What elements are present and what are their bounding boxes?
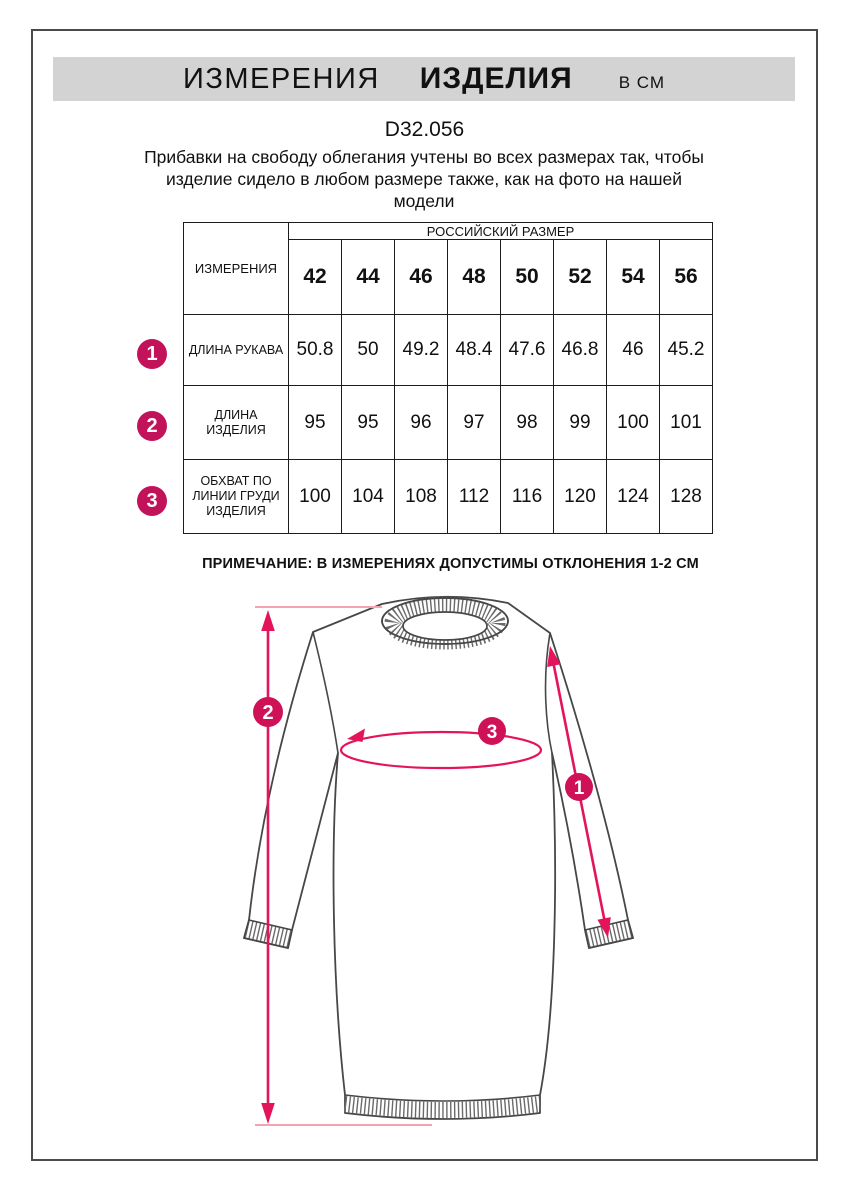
table-row-garment-length [184,386,713,460]
table-cell: 108 [395,460,448,534]
garment-diagram [230,590,660,1150]
table-cell: 48.4 [448,315,501,386]
table-row-sleeve-length [184,315,713,386]
table-cell: 97 [448,386,501,460]
table-cell: 46 [607,315,660,386]
diagram-marker-1-label: 1 [573,778,585,799]
title-word-product: ИЗДЕЛИЯ [419,62,573,95]
size-header: 44 [342,240,395,315]
size-group-header: РОССИЙСКИЙ РАЗМЕР [289,223,713,240]
size-header: 54 [607,240,660,315]
row-marker-3: 3 [137,486,167,516]
table-cell: 45.2 [660,315,713,386]
table-cell: 120 [554,460,607,534]
size-header: 52 [554,240,607,315]
table-cell: 100 [289,460,342,534]
tolerance-note: ПРИМЕЧАНИЕ: В ИЗМЕРЕНИЯХ ДОПУСТИМЫ ОТКЛОНЕНИЯ 1-2 СМ [202,556,699,572]
row-marker-2: 2 [137,411,167,441]
table-cell: 104 [342,460,395,534]
diagram-marker-2-label: 2 [262,702,274,724]
table-cell: 50 [342,315,395,386]
table-cell: 96 [395,386,448,460]
length-arrowhead-top [261,610,275,631]
table-cell: 98 [501,386,554,460]
row-label: ДЛИНА ИЗДЕЛИЯ [184,386,289,460]
title-unit: В СМ [618,73,665,92]
fit-description-line: изделие сидело в любом размере также, как на фото на нашей [165,169,683,189]
table-cell: 128 [660,460,713,534]
size-header: 46 [395,240,448,315]
length-arrowhead-bottom [261,1103,275,1124]
table-cell: 124 [607,460,660,534]
table-cell: 95 [289,386,342,460]
fit-description-line: модели [393,191,455,211]
table-cell: 46.8 [554,315,607,386]
table-cell: 100 [607,386,660,460]
table-cell: 101 [660,386,713,460]
table-cell: 95 [342,386,395,460]
size-header: 42 [289,240,342,315]
garment-outline [244,597,633,1119]
row-label: ДЛИНА РУКАВА [184,315,289,386]
measurements-column-header: ИЗМЕРЕНИЯ [184,223,289,315]
table-cell: 116 [501,460,554,534]
fit-description-line: Прибавки на свободу облегания учтены во всех размерах так, чтобы [144,147,704,167]
table-cell: 112 [448,460,501,534]
size-header: 50 [501,240,554,315]
title-bar [53,57,795,101]
table-row-chest-girth [184,460,713,534]
diagram-marker-3-label: 3 [486,722,498,743]
row-label: ОБХВАТ ПО ЛИНИИ ГРУДИ ИЗДЕЛИЯ [184,460,289,534]
collar-inner [403,612,487,640]
table-cell: 99 [554,386,607,460]
size-header: 56 [660,240,713,315]
fit-description [74,146,774,212]
table-cell: 50.8 [289,315,342,386]
size-table [183,222,713,534]
product-code: D32.056 [384,118,465,141]
title-word-measurements: ИЗМЕРЕНИЯ [182,63,380,95]
table-cell: 47.6 [501,315,554,386]
size-header: 48 [448,240,501,315]
row-marker-1: 1 [137,339,167,369]
table-cell: 49.2 [395,315,448,386]
